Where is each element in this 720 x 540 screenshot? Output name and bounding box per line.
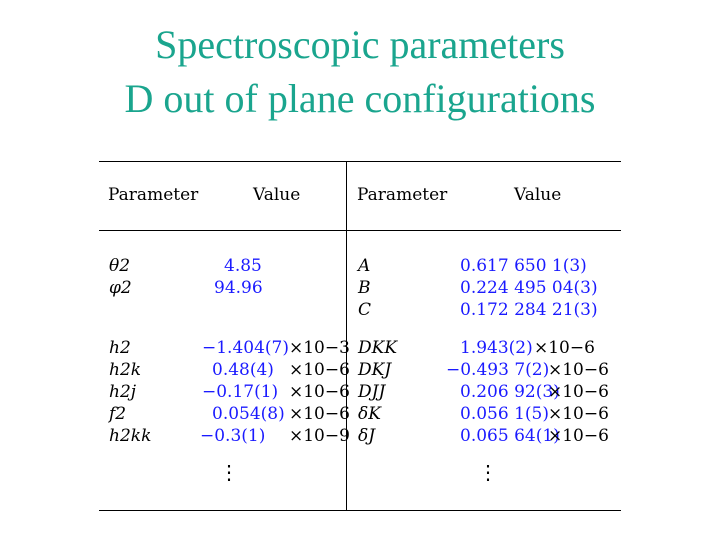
table-bottom-rule	[99, 510, 621, 511]
ellipsis-right: ⋮	[478, 460, 498, 484]
param-h2: h2	[109, 338, 131, 358]
exp-deltaJ: ×10−6	[548, 426, 609, 446]
value-deltaJ: 0.065 64(1)	[460, 426, 560, 446]
slide-title-line-1: Spectroscopic parameters	[155, 22, 565, 67]
header-parameter-left: Parameter	[108, 185, 199, 205]
param-DJJ: DJJ	[358, 382, 386, 402]
param-B: B	[358, 278, 371, 298]
value-DJJ: 0.206 92(3)	[460, 382, 560, 402]
value-DKJ: −0.493 7(2)	[446, 360, 550, 380]
param-C: C	[358, 300, 372, 320]
value-DKK: 1.943(2)	[460, 338, 533, 358]
param-A: A	[358, 256, 371, 276]
value-B: 0.224 495 04(3)	[460, 278, 598, 298]
table-column-divider	[346, 161, 347, 510]
value-h2j: −0.17(1)	[202, 382, 279, 402]
param-f2: f2	[109, 404, 127, 424]
slide-title-line-2: D out of plane configurations	[124, 76, 596, 121]
value-phi2: 94.96	[214, 278, 263, 298]
value-h2: −1.404(7)	[202, 338, 289, 358]
table-top-rule	[99, 161, 621, 162]
param-h2k: h2k	[109, 360, 142, 380]
value-h2k: 0.48(4)	[212, 360, 274, 380]
exp-h2kk: ×10−9	[289, 426, 350, 446]
value-deltaK: 0.056 1(5)	[460, 404, 549, 424]
param-deltaJ: δJ	[358, 426, 376, 446]
param-theta2: θ2	[109, 256, 131, 276]
exp-h2k: ×10−6	[289, 360, 350, 380]
value-C: 0.172 284 21(3)	[460, 300, 598, 320]
ellipsis-left: ⋮	[219, 460, 239, 484]
exp-h2: ×10−3	[289, 338, 350, 358]
exp-DJJ: ×10−6	[548, 382, 609, 402]
exp-deltaK: ×10−6	[548, 404, 609, 424]
value-theta2: 4.85	[224, 256, 262, 276]
exp-DKJ: ×10−6	[548, 360, 609, 380]
param-phi2: φ2	[109, 278, 132, 298]
header-value-right: Value	[514, 185, 562, 205]
param-h2kk: h2kk	[109, 426, 152, 446]
value-A: 0.617 650 1(3)	[460, 256, 587, 276]
param-h2j: h2j	[109, 382, 137, 402]
param-deltaK: δK	[358, 404, 381, 424]
header-value-left: Value	[253, 185, 301, 205]
param-DKJ: DKJ	[358, 360, 392, 380]
value-h2kk: −0.3(1)	[200, 426, 266, 446]
exp-h2j: ×10−6	[289, 382, 350, 402]
exp-f2: ×10−6	[289, 404, 350, 424]
param-DKK: DKK	[358, 338, 398, 358]
value-f2: 0.054(8)	[212, 404, 285, 424]
exp-DKK: ×10−6	[534, 338, 595, 358]
header-parameter-right: Parameter	[357, 185, 448, 205]
table-header-rule	[99, 230, 621, 231]
